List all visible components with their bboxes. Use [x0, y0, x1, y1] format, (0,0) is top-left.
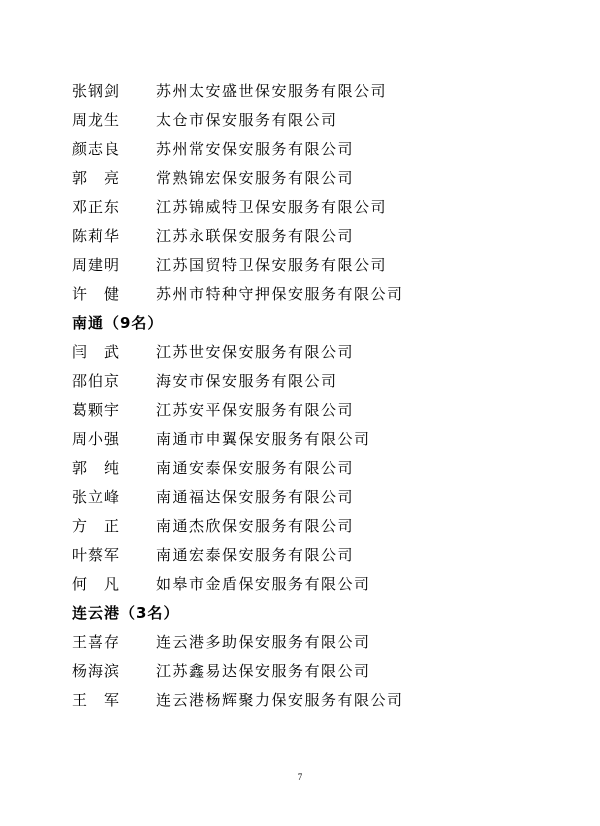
- company-name: 江苏鑫易达保安服务有限公司: [156, 662, 371, 680]
- person-name: 颜志良: [72, 140, 121, 158]
- company-name: 江苏锦威特卫保安服务有限公司: [156, 198, 388, 216]
- person-name: 方 正: [72, 517, 121, 535]
- list-item: [72, 483, 572, 512]
- list-item: [72, 425, 572, 454]
- list-item: [72, 193, 572, 222]
- company-name: 南通安泰保安服务有限公司: [156, 459, 355, 477]
- company-name: 如皋市金盾保安服务有限公司: [156, 575, 371, 593]
- list-item: [72, 512, 572, 541]
- list-item: [72, 222, 572, 251]
- list-item: [72, 454, 572, 483]
- person-name: 叶蔡军: [72, 546, 121, 564]
- company-name: 江苏世安保安服务有限公司: [156, 343, 355, 361]
- section-heading-nantong: 南通（9名）: [72, 314, 164, 332]
- company-name: 连云港多助保安服务有限公司: [156, 633, 371, 651]
- company-name: 连云港杨辉聚力保安服务有限公司: [156, 691, 404, 709]
- person-name: 周建明: [72, 256, 121, 274]
- personnel-list: [72, 77, 572, 715]
- list-item: [72, 251, 572, 280]
- list-item: [72, 77, 572, 106]
- list-item: [72, 338, 572, 367]
- person-name: 张立峰: [72, 488, 121, 506]
- company-name: 江苏安平保安服务有限公司: [156, 401, 355, 419]
- person-name: 何 凡: [72, 575, 121, 593]
- person-name: 葛颗宇: [72, 401, 121, 419]
- person-name: 周龙生: [72, 111, 121, 129]
- person-name: 闫 武: [72, 343, 121, 361]
- person-name: 许 健: [72, 285, 121, 303]
- section-heading-lianyungang: 连云港（3名）: [72, 604, 180, 622]
- company-name: 常熟锦宏保安服务有限公司: [156, 169, 355, 187]
- person-name: 王 军: [72, 691, 121, 709]
- list-item: [72, 135, 572, 164]
- person-name: 王喜存: [72, 633, 121, 651]
- page-number: 7: [297, 772, 303, 782]
- company-name: 苏州常安保安服务有限公司: [156, 140, 355, 158]
- person-name: 张钢剑: [72, 82, 121, 100]
- list-item: [72, 628, 572, 657]
- company-name: 南通福达保安服务有限公司: [156, 488, 355, 506]
- list-item: [72, 657, 572, 686]
- company-name: 江苏永联保安服务有限公司: [156, 227, 355, 245]
- company-name: 南通杰欣保安服务有限公司: [156, 517, 355, 535]
- list-item: [72, 164, 572, 193]
- person-name: 邓正东: [72, 198, 121, 216]
- list-item: [72, 106, 572, 135]
- list-item: [72, 686, 572, 715]
- company-name: 南通市申翼保安服务有限公司: [156, 430, 371, 448]
- person-name: 陈莉华: [72, 227, 121, 245]
- company-name: 海安市保安服务有限公司: [156, 372, 338, 390]
- list-item: [72, 280, 572, 309]
- company-name: 苏州市特种守押保安服务有限公司: [156, 285, 404, 303]
- list-item: [72, 570, 572, 599]
- person-name: 邵伯京: [72, 372, 121, 390]
- list-item: [72, 367, 572, 396]
- company-name: 江苏国贸特卫保安服务有限公司: [156, 256, 388, 274]
- person-name: 郭 亮: [72, 169, 121, 187]
- list-item: [72, 541, 572, 570]
- company-name: 苏州太安盛世保安服务有限公司: [156, 82, 388, 100]
- list-item: [72, 396, 572, 425]
- company-name: 太仓市保安服务有限公司: [156, 111, 338, 129]
- person-name: 杨海滨: [72, 662, 121, 680]
- company-name: 南通宏泰保安服务有限公司: [156, 546, 355, 564]
- person-name: 郭 纯: [72, 459, 121, 477]
- person-name: 周小强: [72, 430, 121, 448]
